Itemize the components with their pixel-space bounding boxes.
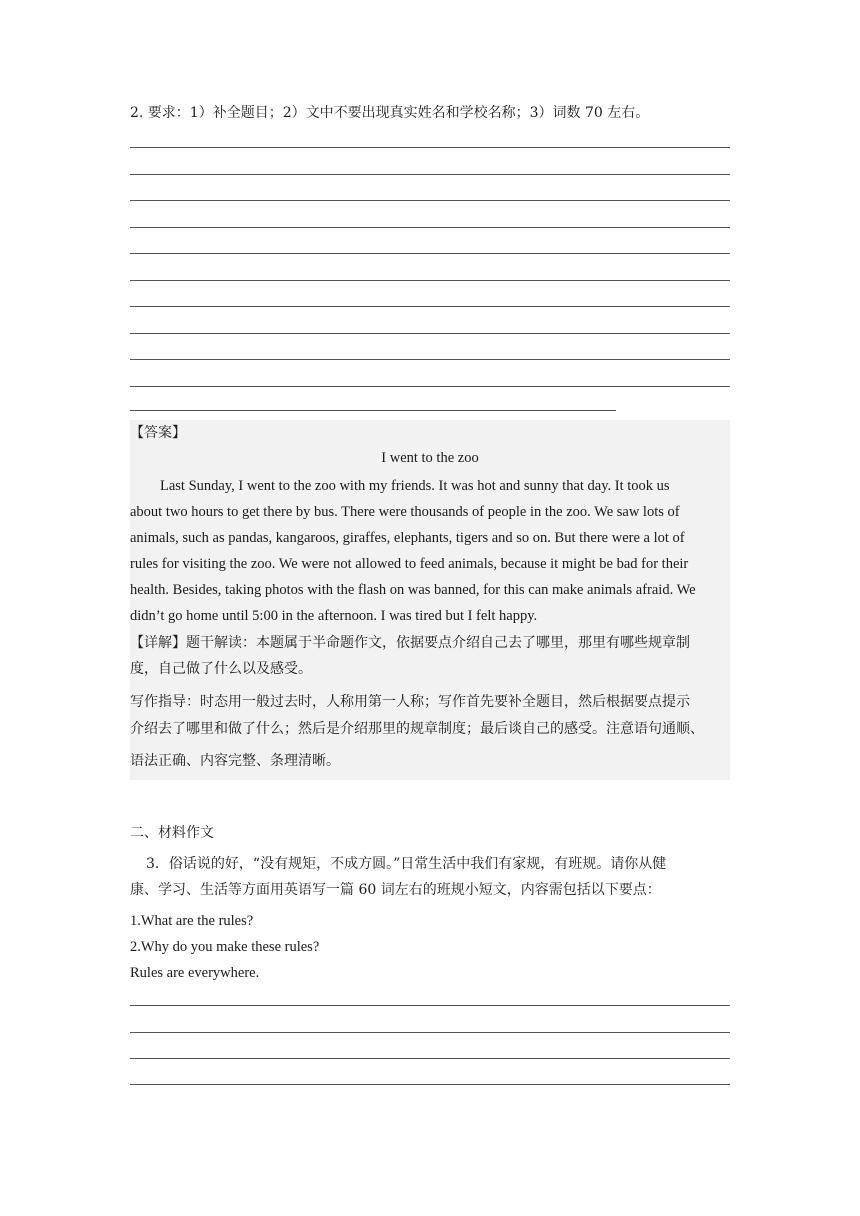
writing-line — [130, 1084, 730, 1085]
answer-line: didn’t go home until 5:00 in the afternoon. I was tired but I felt happy. — [130, 608, 538, 624]
writing-line — [130, 227, 730, 228]
question-3-line: 3．俗话说的好，“没有规矩，不成方圆。”日常生活中我们有家规，有班规。请你从健 — [146, 856, 667, 872]
answer-title: I went to the zoo — [381, 450, 479, 466]
q2-requirement: 2. 要求：1）补全题目；2）文中不要出现真实姓名和学校名称；3）词数 70 左右。 — [130, 105, 650, 121]
answer-line: animals, such as pandas, kangaroos, giraffes, elephants, tigers and so on. But there were a lot of — [130, 530, 685, 546]
answer-line: health. Besides, taking photos with the flash on was banned, for this can make animals afraid. We — [130, 582, 696, 598]
writing-line — [130, 410, 616, 411]
writing-line — [130, 306, 730, 307]
writing-line — [130, 200, 730, 201]
writing-line — [130, 1058, 730, 1059]
writing-line — [130, 280, 730, 281]
writing-line — [130, 359, 730, 360]
answer-line: rules for visiting the zoo. We were not allowed to feed animals, because it might be bad for their — [130, 556, 689, 572]
answer-line: Last Sunday, I went to the zoo with my friends. It was hot and sunny that day. It took us — [160, 478, 670, 494]
writing-line — [130, 386, 730, 387]
detail-line: 度，自己做了什么以及感受。 — [130, 661, 312, 677]
detail-line: 介绍去了哪里和做了什么；然后是介绍那里的规章制度；最后谈自己的感受。注意语句通顺、 — [130, 721, 704, 737]
writing-line — [130, 147, 730, 148]
detail-line: 语法正确、内容完整、条理清晰。 — [130, 753, 340, 769]
point-item: 1.What are the rules? — [130, 913, 254, 929]
writing-line — [130, 1032, 730, 1033]
answer-line: about two hours to get there by bus. There were thousands of people in the zoo. We saw lots of — [130, 504, 680, 520]
detail-line: 写作指导：时态用一般过去时，人称用第一人称；写作首先要补全题目，然后根据要点提示 — [130, 694, 690, 710]
answer-label: 【答案】 — [130, 425, 186, 441]
point-item: 2.Why do you make these rules? — [130, 939, 320, 955]
point-item: Rules are everywhere. — [130, 965, 260, 981]
question-3-line: 康、学习、生活等方面用英语写一篇 60 词左右的班规小短文，内容需包括以下要点： — [130, 882, 661, 898]
writing-line — [130, 253, 730, 254]
writing-line — [130, 1005, 730, 1006]
writing-line — [130, 174, 730, 175]
writing-line — [130, 333, 730, 334]
section-heading: 二、材料作文 — [130, 825, 214, 841]
detail-line: 【详解】题干解读：本题属于半命题作文，依据要点介绍自己去了哪里，那里有哪些规章制 — [130, 635, 690, 651]
